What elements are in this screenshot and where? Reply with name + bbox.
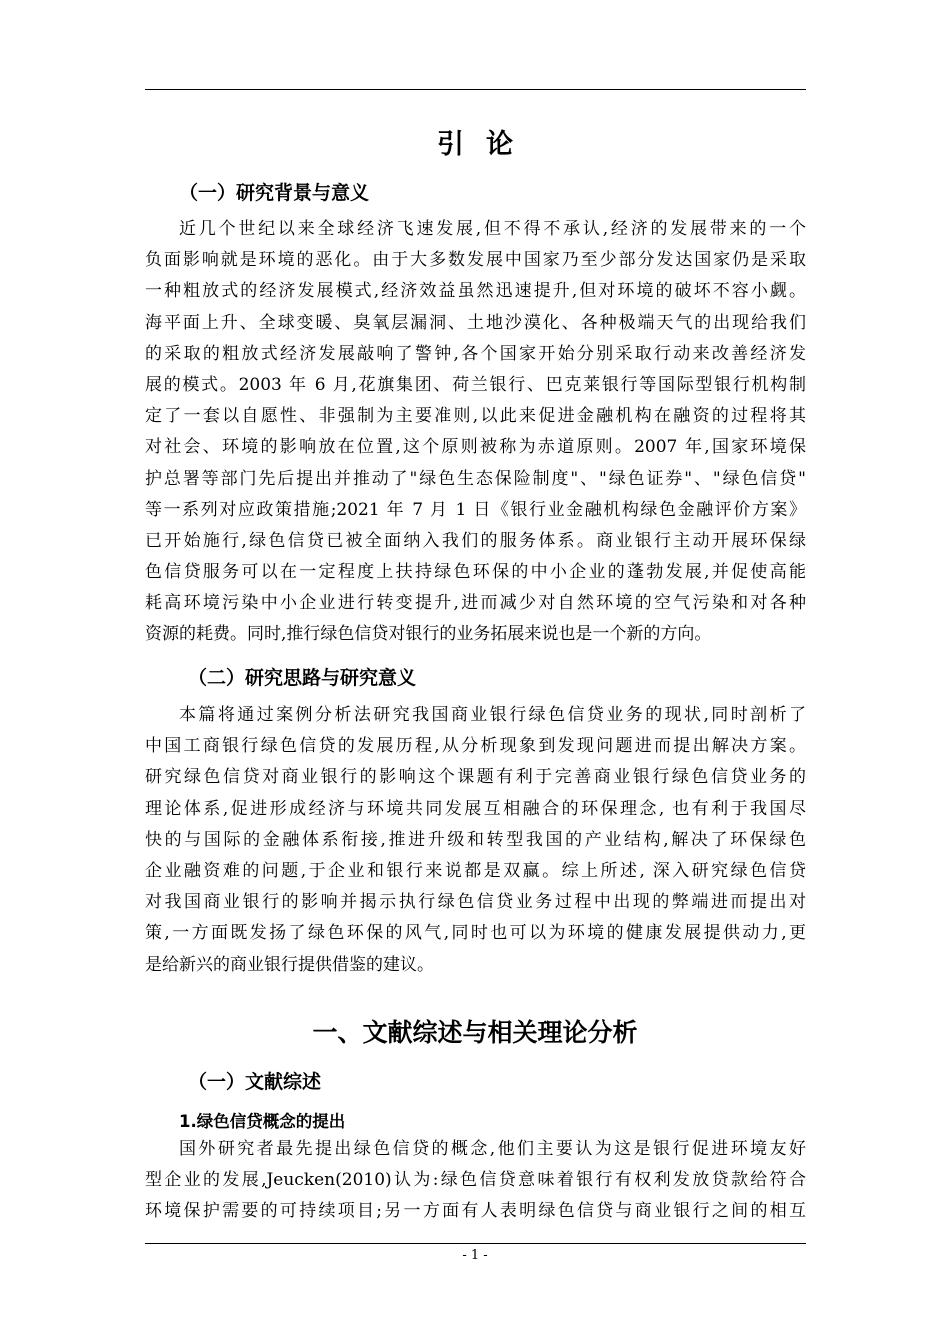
text-line: 一种粗放式的经济发展模式,经济效益虽然迅速提升,但对环境的破坏不容小觑。 (145, 281, 806, 302)
text-line: 海平面上升、全球变暖、臭氧层漏洞、土地沙漠化、各种极端天气的出现给我们 (145, 312, 806, 333)
paragraph-literature (145, 1134, 806, 1228)
text-line: 研究绿色信贷对商业银行的影响这个课题有利于完善商业银行绿色信贷业务的 (145, 767, 806, 788)
text-line: 资源的耗费。同时,推行绿色信贷对银行的业务拓展来说也是一个新的方向。 (145, 624, 712, 645)
section-heading-approach: （二）研究思路与研究意义 (188, 667, 417, 689)
section-heading-literature-review: （一）文献综述 (188, 1071, 322, 1093)
text-line: 定了一套以自愿性、非强制为主要准则,以此来促进金融机构在融资的过程将其 (145, 406, 806, 427)
section-heading-background: （一）研究背景与意义 (179, 182, 370, 204)
text-line: 护总署等部门先后提出并推动了"绿色生态保险制度"、"绿色证券"、"绿色信贷" (145, 468, 806, 489)
text-line: 本篇将通过案例分析法研究我国商业银行绿色信贷业务的现状,同时剖析了 (179, 705, 806, 725)
page-number: - 1 - (462, 1248, 488, 1263)
text-line: 企业融资难的问题,于企业和银行来说都是双赢。综上所述, 深入研究绿色信贷 (145, 860, 806, 881)
text-line: 近几个世纪以来全球经济飞速发展,但不得不承认,经济的发展带来的一个 (179, 219, 806, 239)
text-line: 环境保护需要的可持续项目;另一方面有人表明绿色信贷与商业银行之间的相互 (145, 1201, 806, 1222)
text-line: 是给新兴的商业银行提供借鉴的建议。 (145, 954, 434, 975)
text-line: 国外研究者最先提出绿色信贷的概念,他们主要认为这是银行促进环境友好 (179, 1139, 806, 1159)
text-line: 对社会、环境的影响放在位置,这个原则被称为赤道原则。2007 年,国家环境保 (145, 437, 806, 458)
chapter-heading: 一、文献综述与相关理论分析 (312, 1018, 638, 1047)
text-line: 等一系列对应政策措施;2021 年 7 月 1 日《银行业金融机构绿色金融评价方案》 (145, 499, 806, 520)
text-line: 已开始施行,绿色信贷已被全面纳入我们的服务体系。商业银行主动开展环保绿 (145, 530, 806, 551)
text-line: 展的模式。2003 年 6 月,花旗集团、荷兰银行、巴克莱银行等国际型银行机构制 (145, 374, 806, 395)
text-line: 色信贷服务可以在一定程度上扶持绿色环保的中小企业的蓬勃发展,并促使高能 (145, 562, 806, 583)
text-line: 快的与国际的金融体系衔接,推进升级和转型我国的产业结构,解决了环保绿色 (145, 829, 806, 850)
text-line: 理论体系,促进形成经济与环境共同发展互相融合的环保理念, 也有利于我国尽 (145, 798, 806, 819)
footer-rule (145, 1243, 806, 1244)
text-line: 对我国商业银行的影响并揭示执行绿色信贷业务过程中出现的弊端进而提出对 (145, 892, 806, 913)
subsection-heading: 1.绿色信贷概念的提出 (179, 1112, 346, 1131)
page-title: 引论 (437, 129, 535, 160)
text-line: 负面影响就是环境的恶化。由于大多数发展中国家乃至少部分发达国家仍是采取 (145, 250, 806, 271)
paragraph-background (145, 214, 806, 651)
header-rule (145, 89, 806, 90)
text-line: 策,一方面既发扬了绿色环保的风气,同时也可以为环境的健康发展提供动力,更 (145, 923, 806, 944)
text-line: 耗高环境污染中小企业进行转变提升,进而减少对自然环境的空气污染和对各种 (145, 593, 806, 614)
paragraph-approach (145, 700, 806, 981)
text-line: 型企业的发展,Jeucken(2010)认为:绿色信贷意味着银行有权利发放贷款给符合 (145, 1170, 806, 1191)
text-line: 的采取的粗放式经济发展敲响了警钟,各个国家开始分别采取行动来改善经济发 (145, 343, 806, 364)
text-line: 中国工商银行绿色信贷的发展历程,从分析现象到发现问题进而提出解决方案。 (145, 736, 806, 757)
